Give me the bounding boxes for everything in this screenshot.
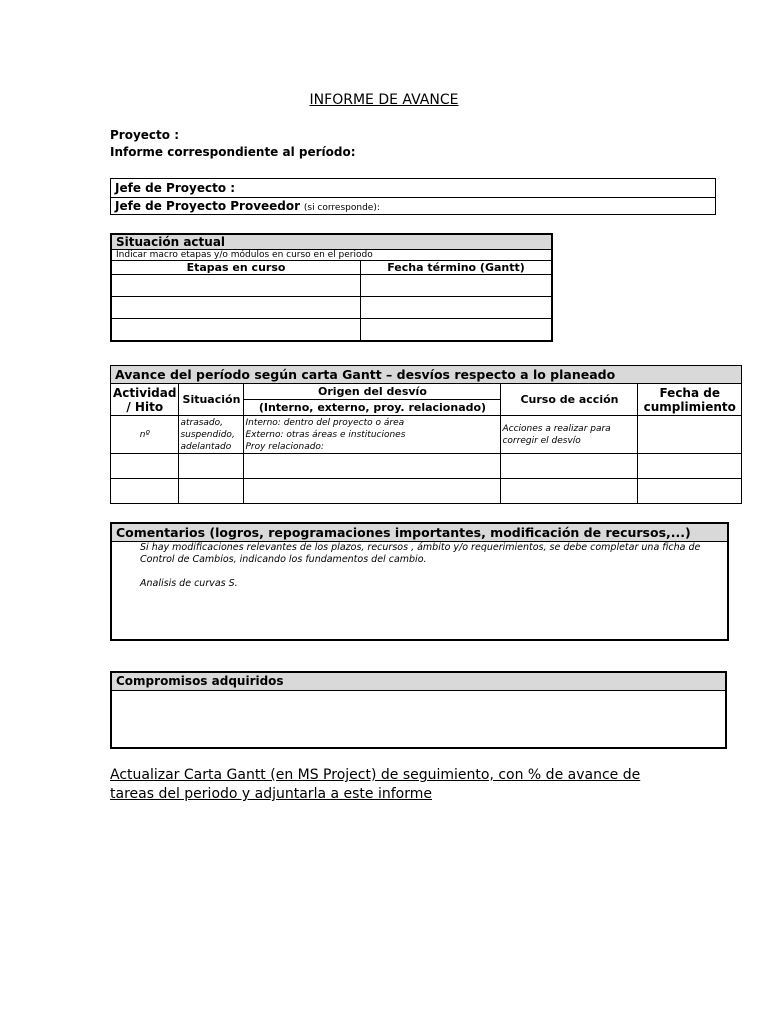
fecha-cell — [361, 297, 553, 319]
jefe-proyecto-label: Jefe de Proyecto : — [111, 179, 716, 198]
origen-header: Origen del desvío — [244, 384, 501, 400]
situacion-table — [110, 233, 553, 342]
actividad-header: Actividad / Hito — [111, 384, 179, 416]
fecha-cell — [361, 319, 553, 341]
etapa-cell — [111, 297, 361, 319]
jefe-proveedor-cell — [111, 198, 716, 215]
actividad-cell: nº — [111, 416, 179, 454]
fecha-cumplimiento-cell — [638, 416, 742, 454]
compromisos-header: Compromisos adquiridos — [112, 673, 725, 691]
origen-proy: Proy relacionado: — [245, 441, 324, 452]
origen-subheader: (Interno, externo, proy. relacionado) — [244, 400, 501, 416]
fecha-termino-header: Fecha término (Gantt) — [361, 261, 553, 275]
fecha-cell — [361, 275, 553, 297]
comentarios-section — [110, 522, 729, 641]
avance-header: Avance del período según carta Gantt – desvíos respecto a lo planeado — [111, 366, 742, 384]
etapa-cell — [111, 319, 361, 341]
footer-instruction: Actualizar Carta Gantt (en MS Project) de seguimiento, con % de avance de tareas del periodo y adjuntarla a este informe — [110, 767, 641, 802]
origen-interno: Interno: dentro del proyecto o área — [245, 417, 405, 428]
curso-cell: Acciones a realizar para corregir el desvío — [501, 416, 638, 454]
comentarios-line1: Si hay modificaciones relevantes de los plazos, recursos , ámbito y/o requerimientos, se debe completar una ficha de Control de Cambios, indicando los fundamentos del cambio. — [140, 542, 701, 565]
jefe-proveedor-note: (si corresponde): — [303, 203, 380, 213]
origen-cell — [244, 416, 501, 454]
jefe-proveedor-label: Jefe de Proyecto Proveedor — [115, 199, 301, 213]
curso-header: Curso de acción — [501, 384, 638, 416]
periodo-label: Informe correspondiente al período: — [110, 145, 356, 159]
etapa-cell — [111, 275, 361, 297]
etapas-header: Etapas en curso — [111, 261, 361, 275]
situacion-col-header: Situación — [179, 384, 244, 416]
situacion-header: Situación actual — [111, 234, 552, 250]
proyecto-label: Proyecto : — [110, 128, 179, 142]
compromisos-section — [110, 671, 727, 749]
comentarios-line2: Analisis de curvas S. — [140, 578, 238, 589]
avance-table — [110, 365, 742, 504]
comentarios-header: Comentarios (logros, repogramaciones importantes, modificación de recursos,...) — [112, 524, 727, 542]
situacion-note: Indicar macro etapas y/o módulos en curso en el periodo — [111, 250, 552, 261]
fecha-cumplimiento-header: Fecha de cumplimiento — [638, 384, 742, 416]
origen-externo: Externo: otras áreas e instituciones — [245, 429, 406, 440]
page-title: INFORME DE AVANCE — [309, 92, 459, 108]
jefes-table — [110, 178, 716, 215]
situacion-cell: atrasado, suspendido, adelantado — [179, 416, 244, 454]
